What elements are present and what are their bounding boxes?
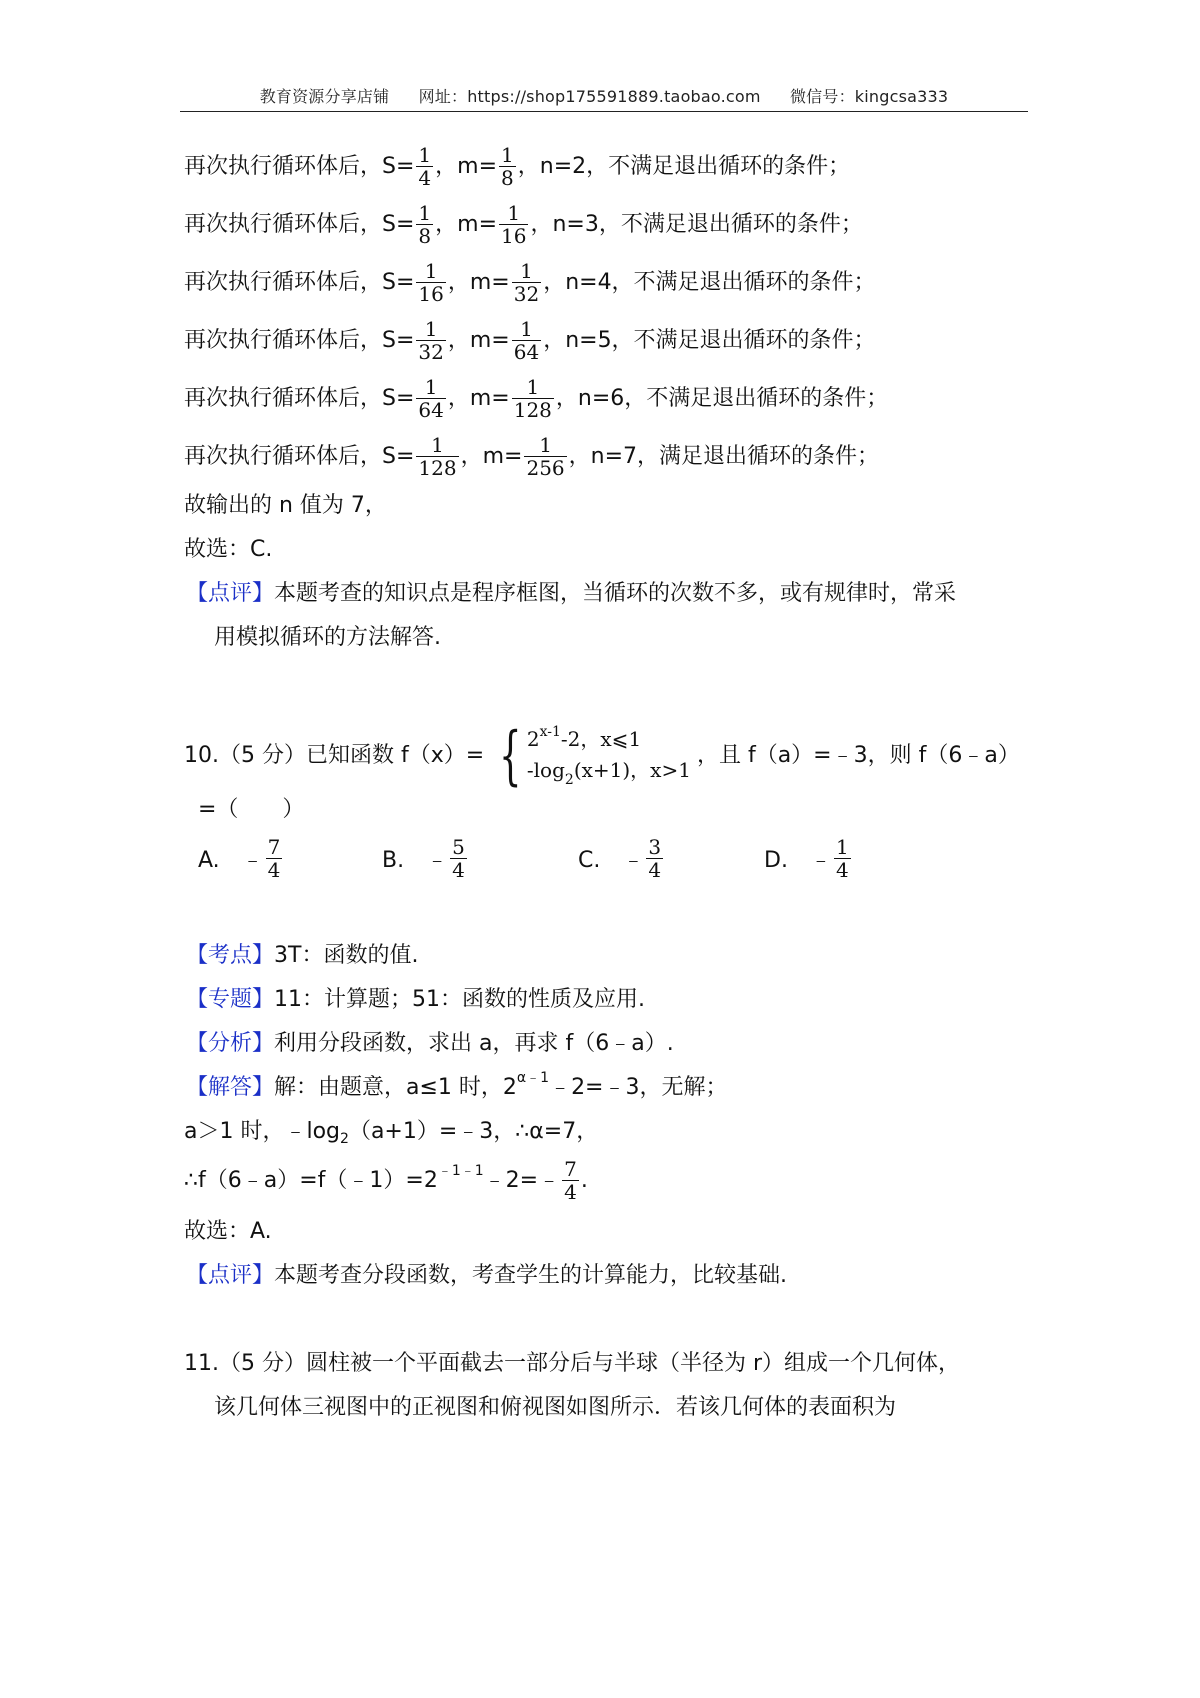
numerator: 1: [539, 433, 552, 457]
numerator: 1: [526, 375, 540, 399]
denominator: 8: [501, 166, 514, 190]
fraction: [450, 836, 467, 881]
case-2: $-\log_2(x+1)$，x>1: [526, 758, 691, 788]
option-d: [764, 836, 853, 881]
loop-prefix: 再次执行循环体后，S=: [184, 327, 415, 353]
m-label: ，m=: [447, 269, 510, 295]
loop-line: [184, 202, 863, 247]
denominator: 64: [513, 340, 540, 364]
numerator: 1: [424, 259, 438, 283]
numerator: 1: [418, 143, 432, 167]
q11-line-2: 该几何体三视图中的正视图和俯视图如图所示．若该几何体的表面积为: [214, 1395, 897, 1420]
q10-stem-c: =（ ）: [198, 797, 305, 822]
option-label: D. ﹣: [764, 848, 832, 873]
denominator: 256: [526, 456, 565, 480]
option-b: [382, 836, 469, 881]
q9-review: [186, 580, 956, 608]
loop-prefix: 再次执行循环体后，S=: [184, 443, 415, 469]
denominator: 4: [648, 858, 662, 882]
q10-stem-b: ，且 f（a）=﹣3，则 f（6﹣a）: [696, 743, 1020, 768]
m-label: ，m=: [435, 153, 498, 179]
denominator: 4: [835, 858, 849, 882]
loop-line: [184, 376, 888, 421]
denominator: 32: [418, 340, 444, 364]
numerator: 1: [424, 317, 438, 341]
q10-jieda: 【解答】 解：由题意，a≤1 时，2 α﹣1 ﹣2=﹣3，无解；: [186, 1070, 728, 1100]
q10-jieda-3: ∴f（6﹣a）=f（﹣1）=2 ﹣1﹣1 ﹣2=﹣ $\frac{7}{4}$ .: [184, 1157, 588, 1204]
case-1: 2$^{x-1}$-2，x⩽1: [526, 724, 642, 751]
loop-suffix: ，n=6，不满足退出循环的条件；: [555, 385, 889, 411]
fraction: [416, 202, 433, 247]
m-label: ，m=: [447, 385, 510, 411]
numerator: 1: [501, 143, 514, 167]
m-label: ，m=: [447, 327, 510, 353]
denominator: 4: [418, 166, 432, 190]
option-c: [578, 836, 665, 881]
denominator: 128: [513, 398, 552, 422]
q10-jieda-2: a＞1 时，﹣log 2 （a+1）=﹣3，∴α=7，: [184, 1119, 599, 1147]
fraction: [834, 836, 851, 881]
option-a: [198, 836, 284, 881]
header-divider: [180, 111, 1028, 112]
numerator: 1: [835, 835, 849, 859]
brace: {: [499, 719, 522, 793]
option-label: C. ﹣: [578, 848, 645, 873]
q10-zhuanti: 【专题】 11：计算题；51：函数的性质及应用.: [186, 987, 645, 1012]
fraction: [512, 318, 541, 363]
q10-choice: 故选：A.: [184, 1219, 272, 1244]
q9-choice: 故选：C.: [184, 537, 273, 562]
fraction: [646, 836, 663, 881]
loop-line: [184, 144, 850, 189]
loop-prefix: 再次执行循环体后，S=: [184, 211, 415, 237]
fraction: [416, 434, 458, 479]
page-header: [180, 84, 1028, 107]
q10-review: 【点评】 本题考查分段函数，考查学生的计算能力，比较基础.: [186, 1263, 788, 1288]
review-tag: 【点评】: [186, 581, 275, 606]
denominator: 32: [513, 282, 540, 306]
loop-line: [184, 318, 876, 363]
fraction: [524, 434, 566, 479]
fraction: [416, 318, 445, 363]
fraction: [266, 836, 283, 881]
review-text: 本题考查的知识点是程序框图，当循环的次数不多，或有规律时，常采: [274, 581, 957, 606]
loop-prefix: 再次执行循环体后，S=: [184, 153, 415, 179]
q10-stem-a: 10.（5 分）已知函数 f（x）=: [184, 743, 485, 768]
loop-suffix: ，n=3，不满足退出循环的条件；: [530, 211, 863, 237]
shop-url[interactable]: 网址：https://shop175591889.taobao.com: [418, 87, 761, 106]
numerator: 1: [431, 433, 444, 457]
piecewise-function: [490, 719, 691, 793]
loop-prefix: 再次执行循环体后，S=: [184, 269, 415, 295]
m-label: ，m=: [460, 443, 523, 469]
numerator: 1: [507, 201, 521, 225]
numerator: 1: [520, 259, 533, 283]
shop-name: 教育资源分享店铺: [259, 87, 390, 106]
loop-suffix: ，n=7，满足退出循环的条件；: [568, 443, 880, 469]
denominator: 8: [418, 224, 432, 248]
q11-line-1: 11.（5 分）圆柱被一个平面截去一部分后与半球（半径为 r）组成一个几何体，: [184, 1351, 961, 1376]
fraction: $\frac{7}{4}$: [564, 1157, 577, 1204]
denominator: 16: [501, 224, 527, 248]
loop-suffix: ，n=2，不满足退出循环的条件；: [517, 153, 851, 179]
denominator: 64: [418, 398, 444, 422]
q10-stem: [184, 719, 1020, 793]
numerator: 1: [418, 201, 432, 225]
numerator: 3: [648, 835, 662, 859]
q10-fenxi: 【分析】 利用分段函数，求出 a，再求 f（6﹣a）.: [186, 1031, 674, 1056]
fraction: [499, 202, 528, 247]
fraction: [416, 260, 445, 305]
fraction: [512, 260, 541, 305]
m-label: ，m=: [435, 211, 498, 237]
loop-suffix: ，n=4，不满足退出循环的条件；: [543, 269, 876, 295]
option-label: B. ﹣: [382, 848, 449, 873]
fraction: [416, 376, 445, 421]
numerator: 7: [267, 835, 281, 859]
numerator: 5: [452, 835, 465, 859]
wechat-id: 微信号：kingcsa333: [789, 87, 949, 106]
loop-prefix: 再次执行循环体后，S=: [184, 385, 415, 411]
fraction: [512, 376, 554, 421]
option-label: A. ﹣: [198, 848, 264, 873]
loop-suffix: ，n=5，不满足退出循环的条件；: [543, 327, 876, 353]
denominator: 16: [418, 282, 444, 306]
denominator: 4: [267, 858, 281, 882]
fraction: [499, 144, 516, 189]
denominator: 128: [418, 456, 457, 480]
denominator: 4: [452, 858, 465, 882]
q9-review-cont: 用模拟循环的方法解答.: [214, 625, 441, 650]
q9-output: 故输出的 n 值为 7，: [184, 493, 387, 518]
loop-line: [184, 260, 876, 305]
loop-line: [184, 434, 879, 479]
numerator: 1: [520, 317, 533, 341]
numerator: 1: [424, 375, 438, 399]
fraction: [416, 144, 433, 189]
q10-kaodian: 【考点】 3T：函数的值.: [186, 943, 419, 968]
